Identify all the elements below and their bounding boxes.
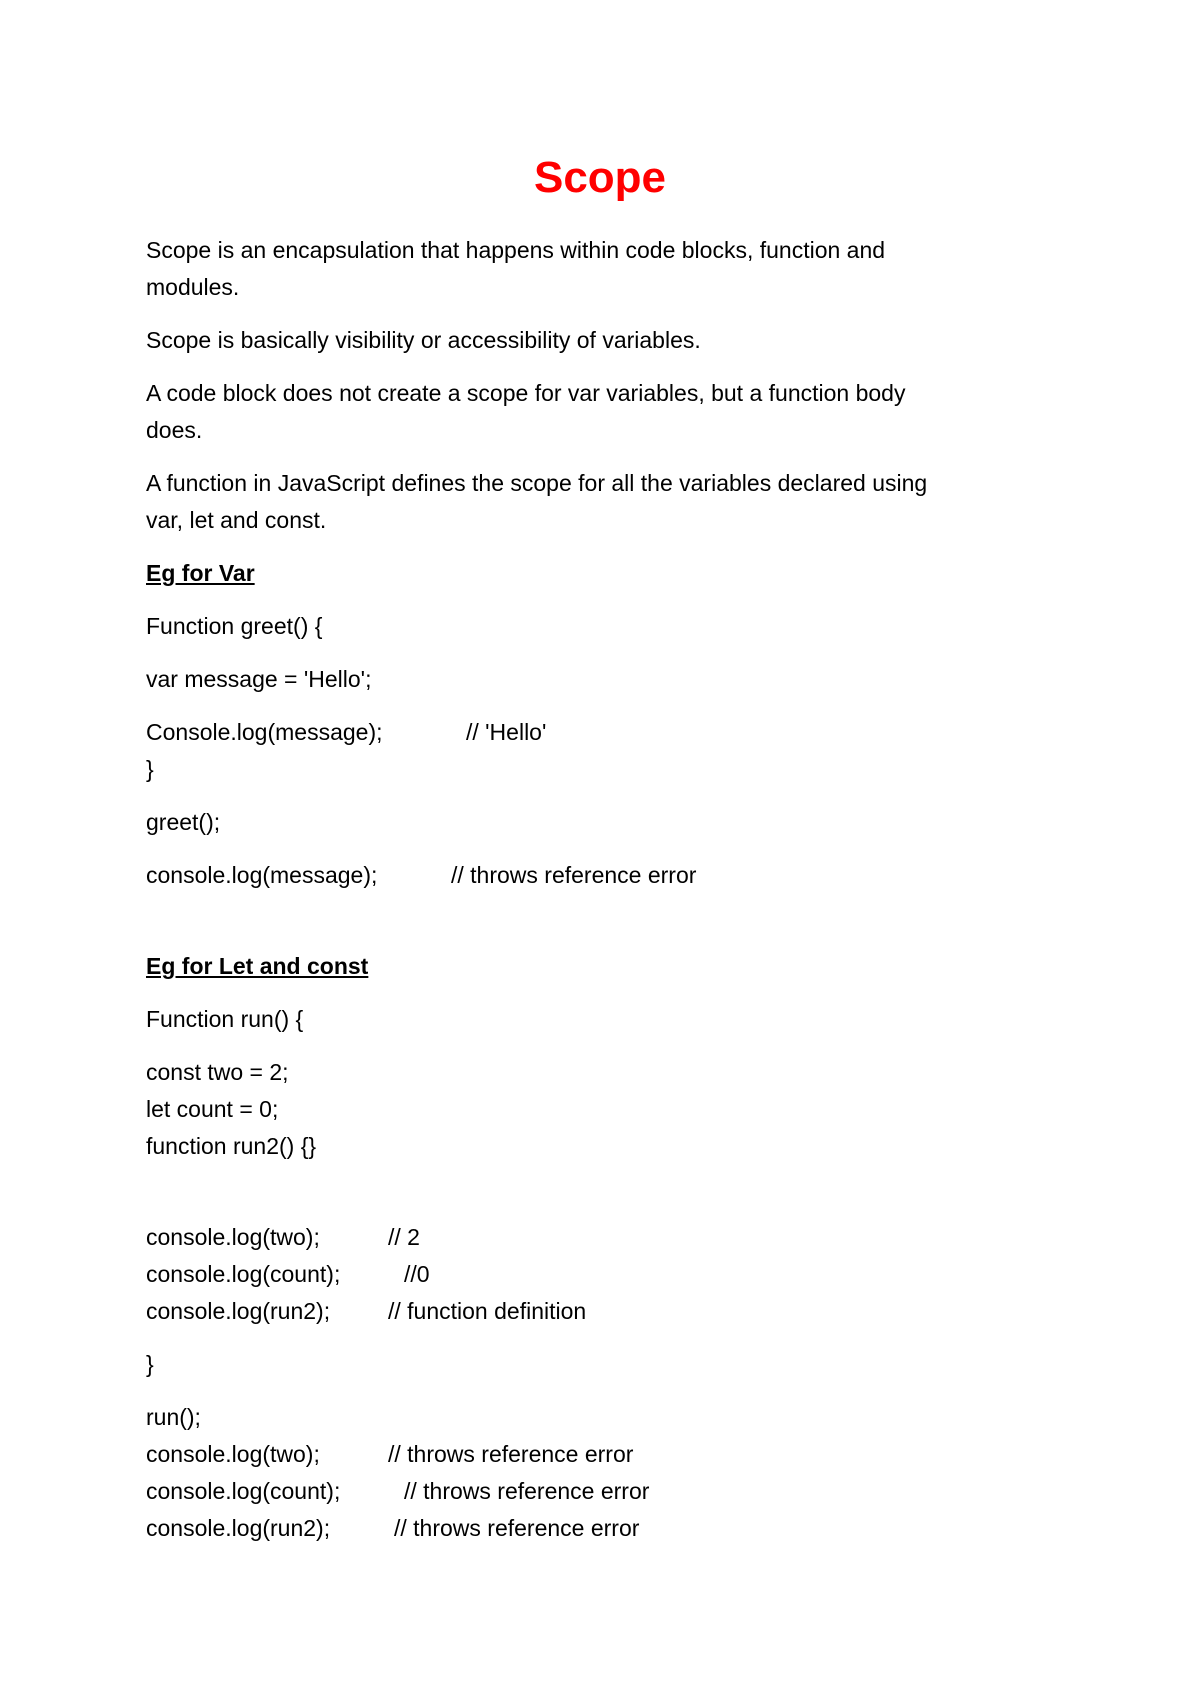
code-line: var message = 'Hello'; [146, 666, 372, 692]
paragraph-line: A code block does not create a scope for var variables, but a function body [146, 380, 906, 406]
code-line [146, 857, 1046, 894]
code-statement: console.log(run2); [146, 1515, 331, 1541]
code-statement: console.log(run2); [146, 1298, 331, 1324]
code-line [146, 1219, 1046, 1256]
section-heading-var: Eg for Var [146, 560, 255, 586]
code-statement: console.log(count); [146, 1261, 341, 1287]
code-comment: // 'Hello' [466, 719, 547, 745]
code-comment: // throws reference error [388, 1441, 634, 1467]
paragraph-line: A function in JavaScript defines the scope for all the variables declared using [146, 470, 928, 496]
code-line: Function greet() { [146, 613, 323, 639]
code-line: const two = 2; [146, 1059, 289, 1085]
document-title: Scope [533, 153, 667, 202]
code-comment: // 2 [388, 1224, 420, 1250]
code-statement: console.log(count); [146, 1478, 341, 1504]
paragraph-line: modules. [146, 274, 240, 300]
code-comment: // throws reference error [394, 1515, 640, 1541]
code-statement: Console.log(message); [146, 719, 383, 745]
code-comment: // throws reference error [404, 1478, 650, 1504]
section-heading-let-const: Eg for Let and const [146, 953, 369, 979]
code-line: let count = 0; [146, 1096, 279, 1122]
code-statement: console.log(two); [146, 1441, 320, 1467]
code-comment: // throws reference error [451, 862, 697, 888]
paragraph-line: Scope is basically visibility or accessibility of variables. [146, 327, 701, 353]
code-line: Function run() { [146, 1006, 304, 1032]
code-line: greet(); [146, 809, 221, 835]
code-line: } [146, 756, 154, 782]
code-line [146, 1293, 1046, 1330]
code-statement: console.log(message); [146, 862, 378, 888]
document-body [146, 232, 1046, 1547]
code-statement: console.log(two); [146, 1224, 320, 1250]
code-comment: //0 [404, 1261, 430, 1287]
code-line [146, 1473, 1046, 1510]
code-line [146, 1510, 1046, 1547]
paragraph-line: Scope is an encapsulation that happens within code blocks, function and [146, 237, 886, 263]
code-line: run(); [146, 1404, 201, 1430]
code-line [146, 1436, 1046, 1473]
code-line [146, 1256, 1046, 1293]
code-line: } [146, 1351, 154, 1377]
code-line: function run2() {} [146, 1133, 317, 1159]
code-line [146, 714, 1046, 751]
code-comment: // function definition [388, 1298, 587, 1324]
paragraph-line: does. [146, 417, 203, 443]
paragraph-line: var, let and const. [146, 507, 327, 533]
